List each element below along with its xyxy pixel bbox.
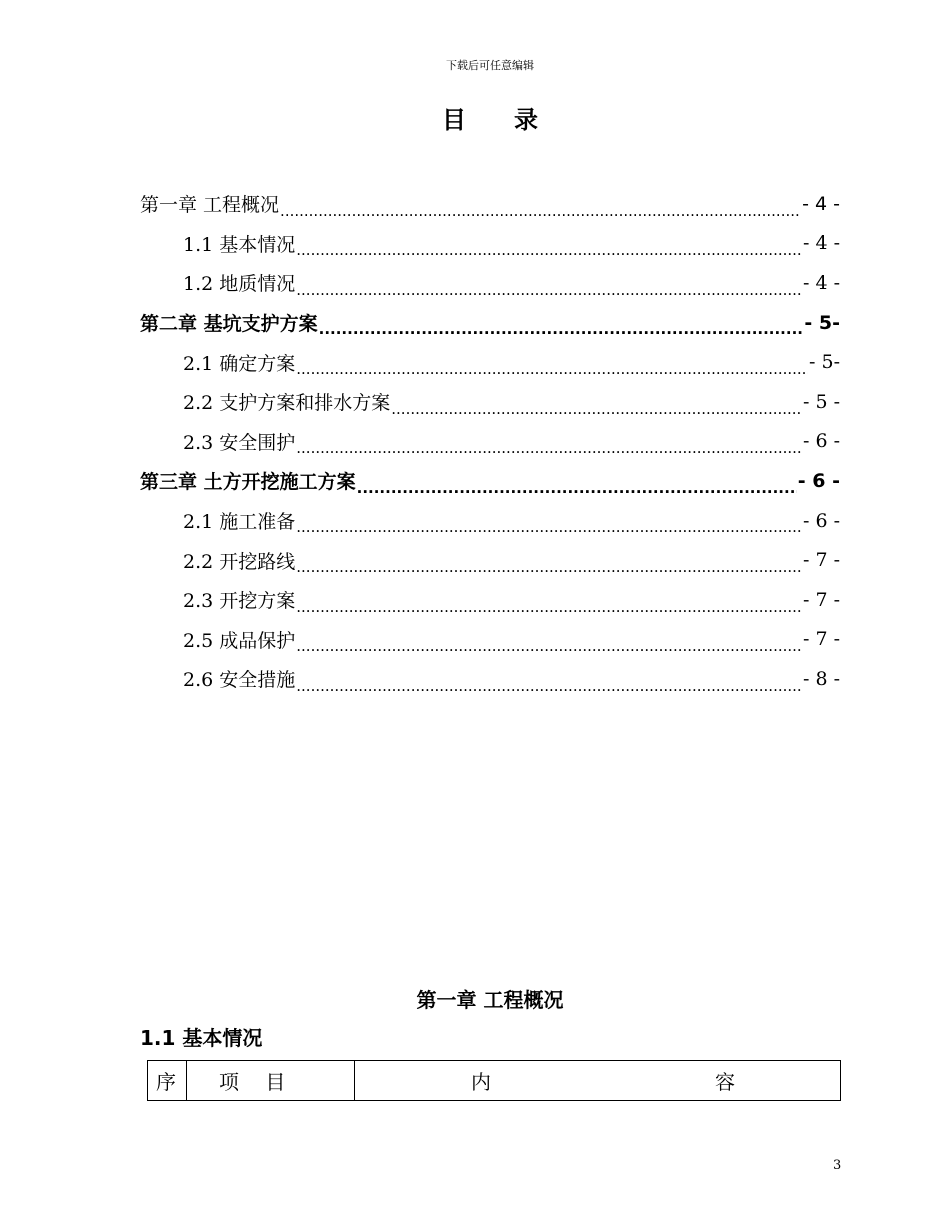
toc-entry-page: - 5-: [804, 311, 840, 334]
toc-leader: [296, 356, 808, 382]
toc-entry-page: - 6 -: [802, 509, 840, 532]
toc-entry-label: 1.2 地质情况: [183, 273, 296, 296]
toc-entry-page: - 5-: [809, 351, 840, 374]
toc-leader: [296, 673, 802, 699]
toc-entry[interactable]: [140, 461, 840, 501]
header-cell-seq: 序: [148, 1061, 187, 1101]
toc-leader: [296, 514, 802, 540]
toc-entry-page: - 7 -: [802, 628, 840, 651]
toc-entry-page: - 7 -: [802, 549, 840, 572]
toc-leader: [296, 237, 802, 263]
toc-leader: [296, 435, 802, 461]
toc-entry[interactable]: [140, 224, 840, 264]
toc-entry-label: 第三章 土方开挖施工方案: [140, 471, 356, 494]
header-note: 下载后可任意编辑: [446, 59, 534, 72]
toc-entry[interactable]: [140, 382, 840, 422]
chapter-heading: 第一章 工程概况: [416, 988, 564, 1012]
toc-entry[interactable]: [140, 540, 840, 580]
toc-entry-label: 2.5 成品保护: [183, 629, 296, 652]
toc-entry[interactable]: [140, 184, 840, 224]
toc-title: [0, 100, 950, 135]
toc-leader: [296, 633, 802, 659]
header-cell-item: 项 目: [187, 1061, 355, 1101]
toc-entry-page: - 4 -: [802, 232, 840, 255]
toc-leader: [319, 316, 804, 342]
toc-leader: [357, 475, 797, 501]
toc-entry-label: 2.1 施工准备: [183, 511, 296, 534]
toc-leader: [296, 554, 802, 580]
toc-title-part2: 录: [514, 106, 538, 134]
toc-entry[interactable]: [140, 580, 840, 620]
toc-entry-page: - 8 -: [802, 667, 840, 690]
toc-entry[interactable]: [140, 263, 840, 303]
toc-leader: [296, 277, 802, 303]
toc-leader: [280, 198, 801, 224]
page-number: 3: [833, 1158, 842, 1173]
toc-entry-label: 第二章 基坑支护方案: [140, 313, 318, 336]
header-cell-content-part1: 内: [471, 1070, 491, 1094]
toc-entry-page: - 6 -: [802, 430, 840, 453]
toc-entry-label: 2.2 支护方案和排水方案: [183, 392, 391, 415]
toc-entry[interactable]: [140, 342, 840, 382]
section-heading: 1.1 基本情况: [140, 1026, 263, 1050]
toc-entry[interactable]: [140, 659, 840, 699]
toc-entry[interactable]: [140, 303, 840, 343]
toc-entry-label: 2.3 开挖方案: [183, 590, 296, 613]
toc-title-part1: 目: [442, 106, 466, 134]
toc-entry-page: - 4 -: [802, 271, 840, 294]
toc-entry[interactable]: [140, 501, 840, 541]
toc-entry[interactable]: [140, 620, 840, 660]
toc-entry-label: 2.3 安全围护: [183, 431, 296, 454]
header-cell-content-part2: 容: [715, 1070, 735, 1094]
toc-entry-label: 2.1 确定方案: [183, 352, 296, 375]
toc-leader: [391, 396, 802, 422]
project-info-table: [147, 1060, 841, 1101]
table-header-row: [148, 1061, 841, 1101]
toc-entry[interactable]: [140, 422, 840, 462]
table-of-contents: [140, 184, 840, 699]
toc-entry-page: - 7 -: [802, 588, 840, 611]
toc-entry-label: 2.2 开挖路线: [183, 550, 296, 573]
toc-entry-page: - 5 -: [802, 390, 840, 413]
toc-entry-page: - 6 -: [797, 469, 840, 492]
toc-entry-page: - 4 -: [802, 192, 840, 215]
header-cell-content: [355, 1061, 841, 1101]
toc-entry-label: 2.6 安全措施: [183, 669, 296, 692]
toc-entry-label: 1.1 基本情况: [183, 233, 296, 256]
toc-entry-label: 第一章 工程概况: [140, 194, 280, 217]
toc-leader: [296, 594, 802, 620]
